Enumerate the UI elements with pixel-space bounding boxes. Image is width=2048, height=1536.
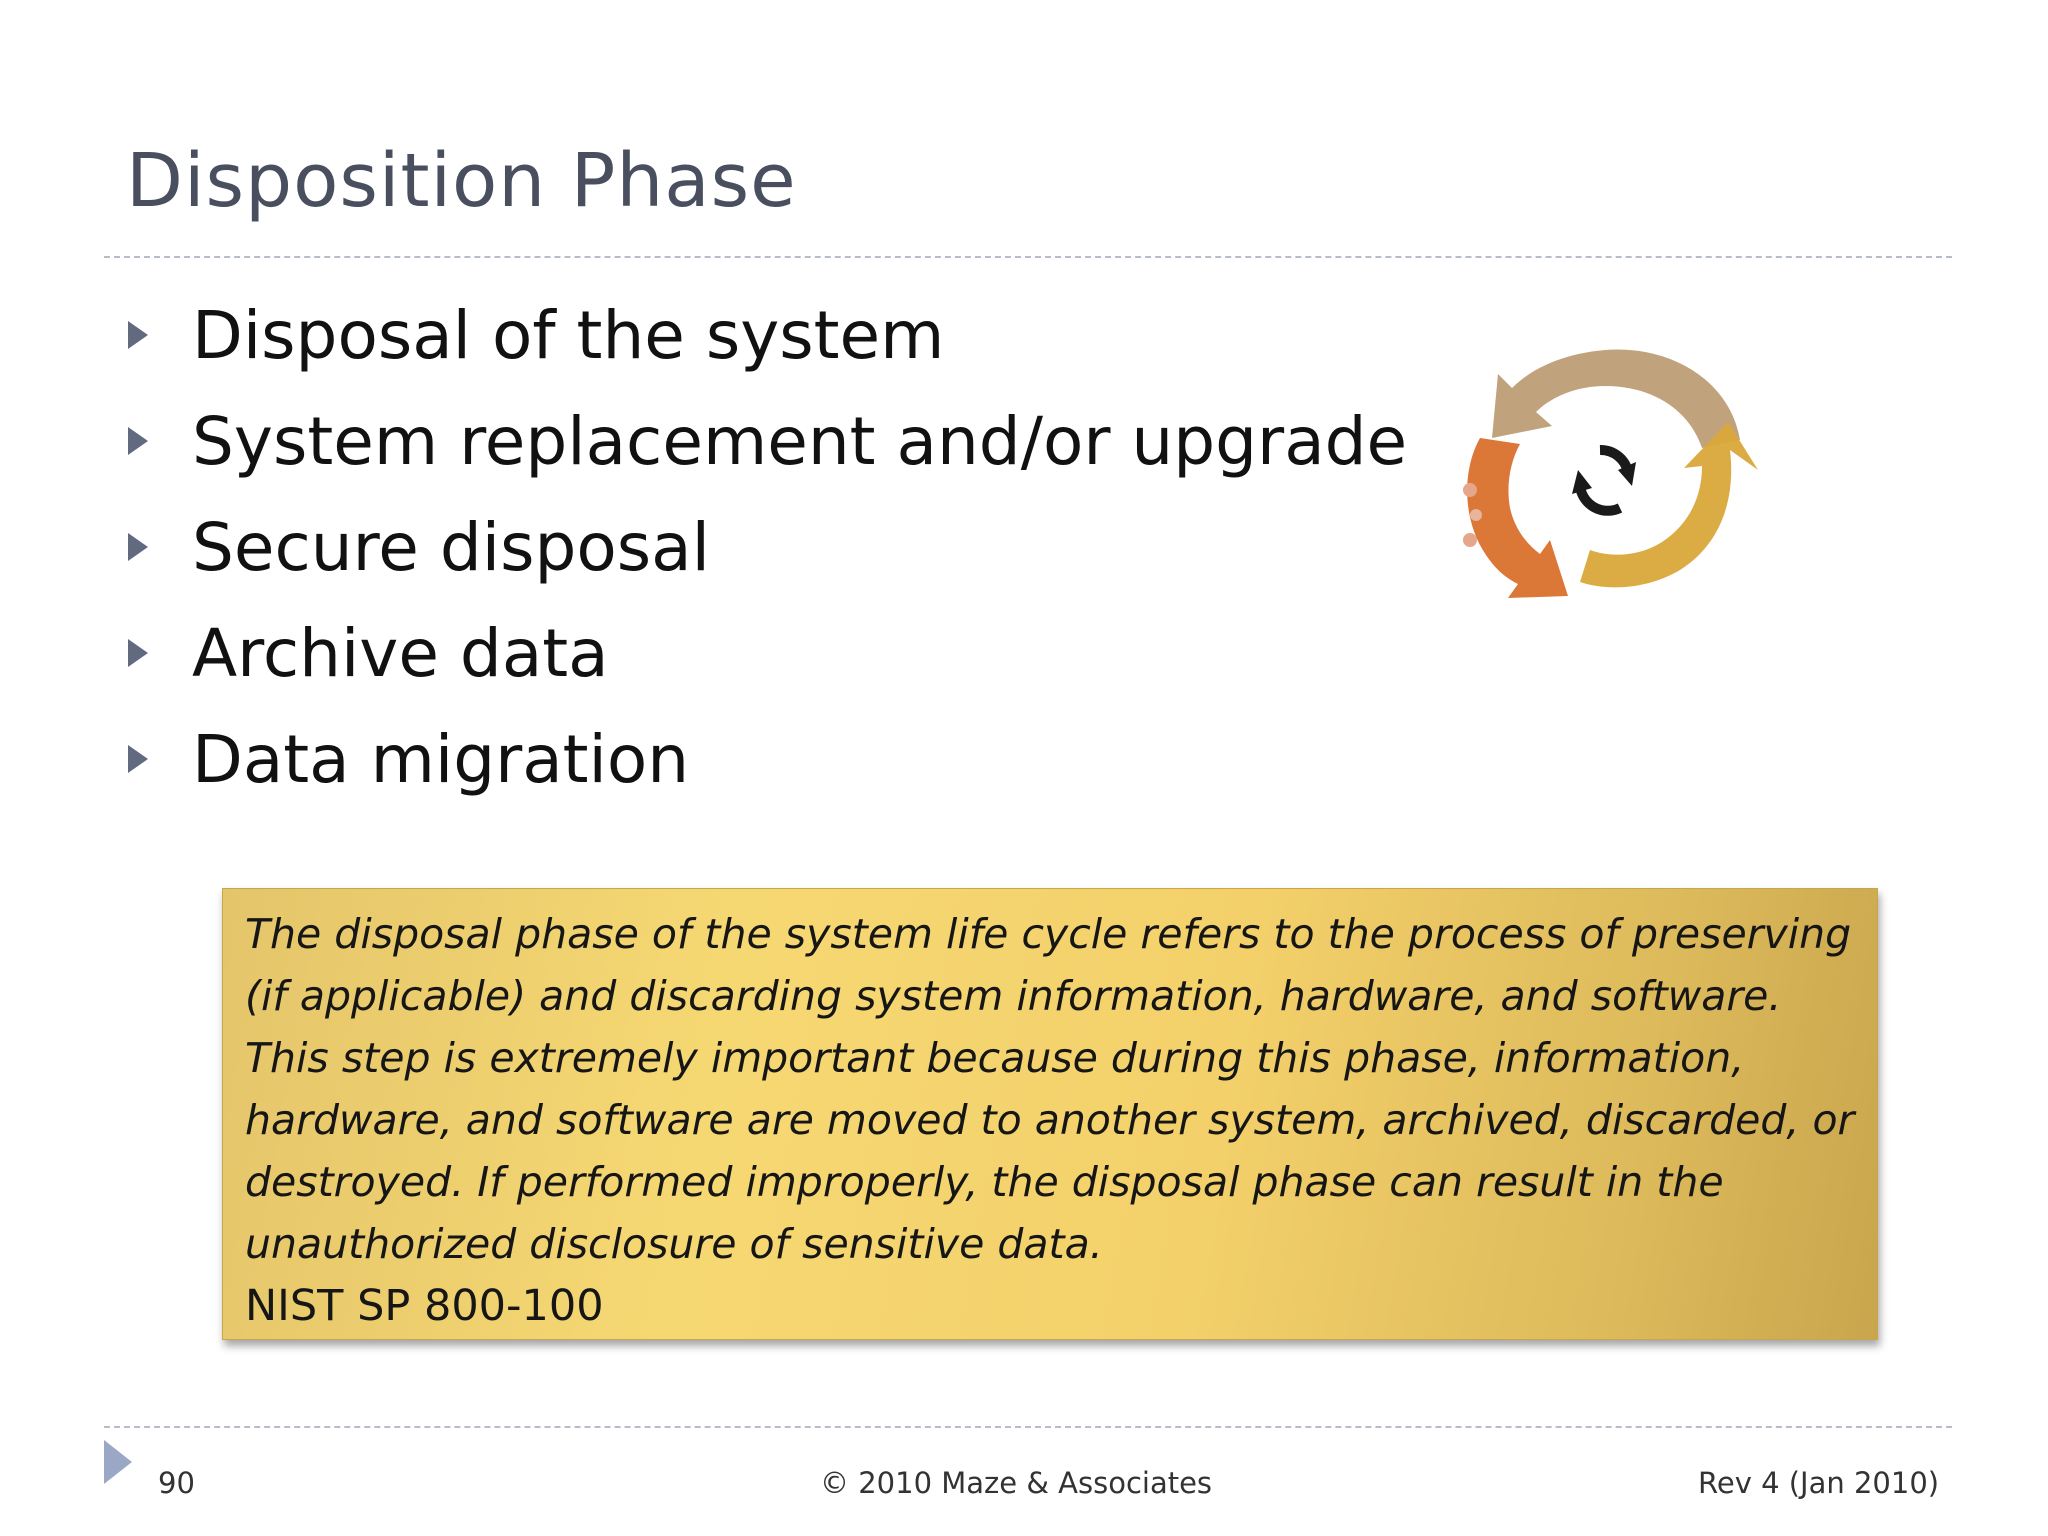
- bullet-item: [120, 282, 1407, 388]
- bullet-item: [120, 388, 1407, 494]
- bullet-item: [120, 494, 1407, 600]
- page-number: 90: [158, 1466, 195, 1500]
- title-divider: [104, 256, 1952, 258]
- quote-box: [222, 888, 1878, 1340]
- bullet-item: [120, 706, 1407, 812]
- bullet-arrow-icon: [128, 745, 148, 773]
- bullet-arrow-icon: [128, 321, 148, 349]
- corner-triangle-icon: [104, 1440, 132, 1484]
- bullet-item: [120, 600, 1407, 706]
- quote-text: The disposal phase of the system life cycle refers to the process of preserving (if applicable) and discarding system information, hardware, and software. This step is extremely important because during this phase, information, hardware, and software are moved to another system, archived, discarded, or destroyed. If performed improperly, the disposal phase can result in the unauthorized disclosure of sensitive data.: [245, 910, 1855, 1268]
- bullet-text: System replacement and/or upgrade: [192, 402, 1408, 480]
- recycle-cycle-icon: [1440, 330, 1760, 610]
- bullet-text: Archive data: [192, 614, 609, 692]
- quote-source: NIST SP 800-100: [245, 1281, 604, 1331]
- bullet-arrow-icon: [128, 639, 148, 667]
- bullet-text: Secure disposal: [192, 508, 710, 586]
- bullet-text: Disposal of the system: [192, 296, 945, 374]
- footer-divider: [104, 1426, 1952, 1428]
- bullet-arrow-icon: [128, 533, 148, 561]
- bullet-text: Data migration: [192, 720, 690, 798]
- copyright-text: © 2010 Maze & Associates: [820, 1466, 1213, 1500]
- bullet-arrow-icon: [128, 427, 148, 455]
- slide-title: Disposition Phase: [126, 138, 797, 224]
- bullet-list: [120, 282, 1407, 812]
- revision-text: Rev 4 (Jan 2010): [1698, 1466, 1940, 1500]
